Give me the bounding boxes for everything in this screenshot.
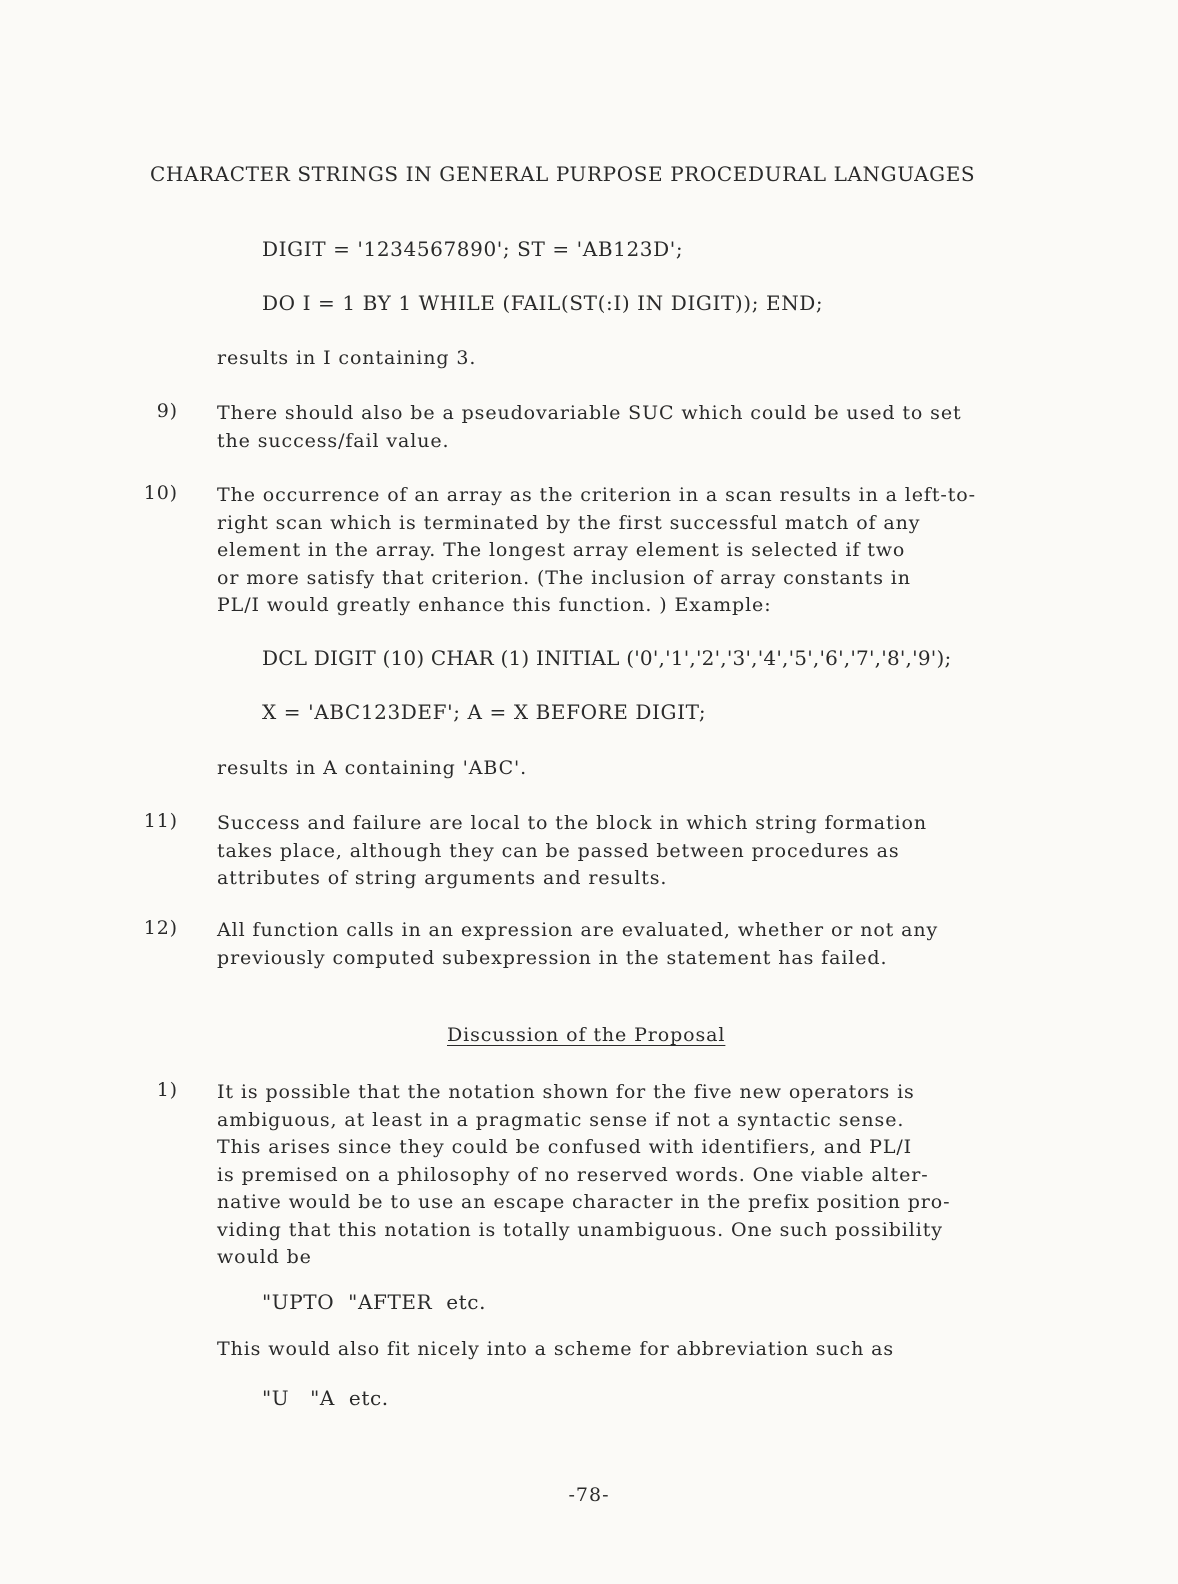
- item-line: would be: [217, 1246, 312, 1268]
- page-number: -78-: [568, 1484, 610, 1506]
- item-line: This arises since they could be confused with identifiers, and PL/I: [217, 1136, 913, 1158]
- item-line: element in the array. The longest array element is selected if two: [217, 539, 906, 561]
- item-number: 12): [143, 917, 178, 939]
- list-item-12: [217, 917, 938, 972]
- item-line: attributes of string arguments and results.: [217, 867, 668, 889]
- list-item-11: [217, 810, 927, 893]
- item-line: viding that this notation is totally unambiguous. One such possibility: [217, 1218, 943, 1241]
- item-line: ambiguous, at least in a pragmatic sense if not a syntactic sense.: [217, 1108, 905, 1131]
- item-line: the success/fail value.: [217, 429, 450, 452]
- item-line: The occurrence of an array as the criterion in a scan results in a left-to-: [217, 484, 976, 506]
- item-number: 11): [143, 810, 178, 832]
- abbreviation-example: "U "A etc.: [262, 1386, 389, 1410]
- code-line: DIGIT = '1234567890'; ST = 'AB123D';: [262, 237, 684, 261]
- item-line: There should also be a pseudovariable SUC which could be used to set: [217, 402, 962, 424]
- result-text: results in I containing 3.: [217, 347, 477, 369]
- item-line: previously computed subexpression in the statement has failed.: [217, 946, 888, 969]
- code-line: DO I = 1 BY 1 WHILE (FAIL(ST(:I) IN DIGIT)); END;: [262, 291, 824, 315]
- item-line: PL/I would greatly enhance this function. ) Example:: [217, 594, 772, 616]
- code-line: DCL DIGIT (10) CHAR (1) INITIAL ('0','1','2','3','4','5','6','7','8','9');: [262, 646, 952, 670]
- item-line: It is possible that the notation shown for the five new operators is: [217, 1081, 915, 1103]
- item-line: right scan which is terminated by the first successful match of any: [217, 511, 921, 534]
- item-line: Success and failure are local to the block in which string formation: [217, 812, 927, 834]
- item-line: is premised on a philosophy of no reserved words. One viable alter-: [217, 1163, 929, 1186]
- item-line: takes place, although they can be passed between procedures as: [217, 839, 900, 862]
- escape-notation-example: "UPTO "AFTER etc.: [262, 1290, 487, 1314]
- result-text: results in A containing 'ABC'.: [217, 757, 528, 779]
- follow-text: This would also fit nicely into a scheme for abbreviation such as: [217, 1338, 895, 1360]
- item-line: native would be to use an escape character in the prefix position pro-: [217, 1191, 951, 1213]
- list-item-10: [217, 482, 976, 620]
- item-line: All function calls in an expression are evaluated, whether or not any: [217, 919, 939, 941]
- item-line: or more satisfy that criterion. (The inclusion of array constants in: [217, 566, 911, 589]
- item-number: 10): [143, 482, 178, 504]
- item-number: 1): [156, 1079, 178, 1101]
- running-header: CHARACTER STRINGS IN GENERAL PURPOSE PROCEDURAL LANGUAGES: [150, 162, 976, 186]
- list-item-9: [217, 400, 962, 455]
- section-title: Discussion of the Proposal: [447, 1024, 726, 1046]
- discussion-item-1: [217, 1079, 950, 1272]
- item-number: 9): [156, 400, 178, 422]
- code-line: X = 'ABC123DEF'; A = X BEFORE DIGIT;: [262, 700, 707, 724]
